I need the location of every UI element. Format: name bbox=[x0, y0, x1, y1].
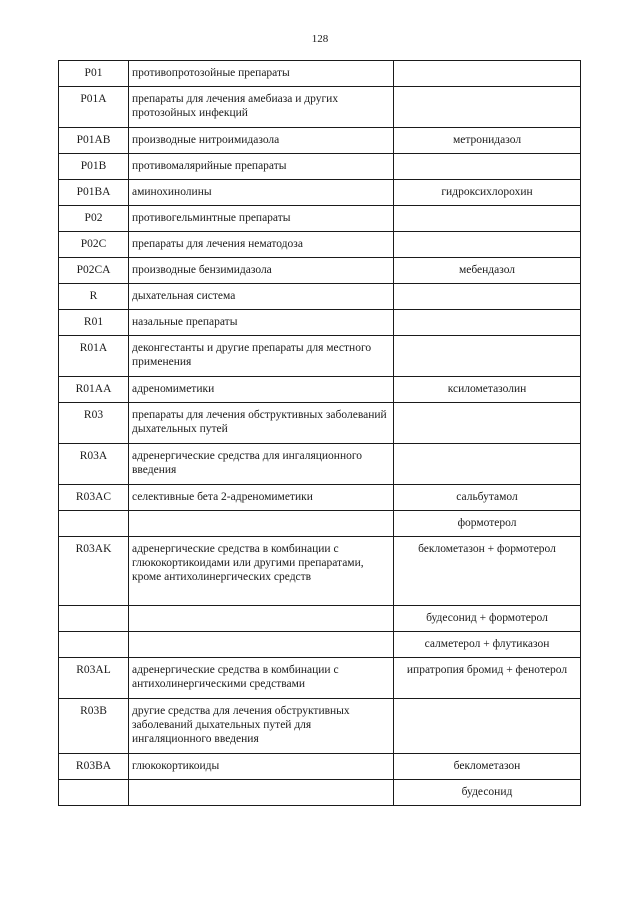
atc-code-cell bbox=[59, 606, 129, 632]
table-row bbox=[59, 232, 581, 258]
atc-code-cell: R03AL bbox=[59, 658, 129, 699]
table-row bbox=[59, 632, 581, 658]
pharmacological-group-cell: препараты для лечения амебиаза и других протозойных инфекций bbox=[129, 87, 394, 128]
pharmacological-group-cell bbox=[129, 780, 394, 806]
drug-name-cell: беклометазон bbox=[394, 754, 581, 780]
drug-name-cell bbox=[394, 61, 581, 87]
atc-code-cell: P01 bbox=[59, 61, 129, 87]
atc-code-cell: P02C bbox=[59, 232, 129, 258]
table-row bbox=[59, 180, 581, 206]
atc-code-cell bbox=[59, 511, 129, 537]
table-row bbox=[59, 310, 581, 336]
atc-code-cell bbox=[59, 632, 129, 658]
table-row bbox=[59, 128, 581, 154]
drug-name-cell: ксилометазолин bbox=[394, 377, 581, 403]
drug-name-cell: будесонид bbox=[394, 780, 581, 806]
drug-name-cell: ипратропия бромид + фенотерол bbox=[394, 658, 581, 699]
pharmacological-group-cell: противомалярийные препараты bbox=[129, 154, 394, 180]
drug-name-cell bbox=[394, 310, 581, 336]
pharmacological-group-cell: адренергические средства в комбинации с глюкокортикоидами или другими препаратами, кроме антихолинергических средств bbox=[129, 537, 394, 606]
table-row bbox=[59, 258, 581, 284]
table-row bbox=[59, 403, 581, 444]
drug-name-cell: мебендазол bbox=[394, 258, 581, 284]
drug-classification-table bbox=[58, 60, 581, 806]
table-row bbox=[59, 61, 581, 87]
atc-code-cell: R01AA bbox=[59, 377, 129, 403]
pharmacological-group-cell bbox=[129, 511, 394, 537]
pharmacological-group-cell: противопротозойные препараты bbox=[129, 61, 394, 87]
atc-code-cell: R01 bbox=[59, 310, 129, 336]
pharmacological-group-cell: адреномиметики bbox=[129, 377, 394, 403]
atc-code-cell: P02CA bbox=[59, 258, 129, 284]
atc-code-cell: P01A bbox=[59, 87, 129, 128]
pharmacological-group-cell bbox=[129, 632, 394, 658]
drug-name-cell: формотерол bbox=[394, 511, 581, 537]
table-row bbox=[59, 780, 581, 806]
table-row bbox=[59, 606, 581, 632]
table-row bbox=[59, 87, 581, 128]
table-row bbox=[59, 444, 581, 485]
pharmacological-group-cell: препараты для лечения нематодоза bbox=[129, 232, 394, 258]
drug-name-cell: будесонид + формотерол bbox=[394, 606, 581, 632]
table-row bbox=[59, 658, 581, 699]
atc-code-cell: R03BA bbox=[59, 754, 129, 780]
table-row bbox=[59, 511, 581, 537]
table-row bbox=[59, 377, 581, 403]
pharmacological-group-cell: деконгестанты и другие препараты для местного применения bbox=[129, 336, 394, 377]
atc-code-cell: R03AC bbox=[59, 485, 129, 511]
table-row bbox=[59, 485, 581, 511]
drug-name-cell bbox=[394, 699, 581, 754]
table-row bbox=[59, 754, 581, 780]
atc-code-cell: P01BA bbox=[59, 180, 129, 206]
atc-code-cell: P02 bbox=[59, 206, 129, 232]
drug-name-cell bbox=[394, 154, 581, 180]
pharmacological-group-cell: аминохинолины bbox=[129, 180, 394, 206]
atc-code-cell: R03 bbox=[59, 403, 129, 444]
pharmacological-group-cell: другие средства для лечения обструктивных заболеваний дыхательных путей для ингаляционного введения bbox=[129, 699, 394, 754]
drug-name-cell: гидроксихлорохин bbox=[394, 180, 581, 206]
pharmacological-group-cell: дыхательная система bbox=[129, 284, 394, 310]
drug-name-cell bbox=[394, 232, 581, 258]
drug-name-cell bbox=[394, 444, 581, 485]
drug-name-cell: беклометазон + формотерол bbox=[394, 537, 581, 606]
table-row bbox=[59, 284, 581, 310]
drug-name-cell: метронидазол bbox=[394, 128, 581, 154]
table-body bbox=[59, 61, 581, 806]
atc-code-cell: R03A bbox=[59, 444, 129, 485]
atc-code-cell: R01A bbox=[59, 336, 129, 377]
atc-code-cell: P01B bbox=[59, 154, 129, 180]
pharmacological-group-cell: адренергические средства для ингаляционного введения bbox=[129, 444, 394, 485]
atc-code-cell bbox=[59, 780, 129, 806]
table-row bbox=[59, 336, 581, 377]
atc-code-cell: R03AK bbox=[59, 537, 129, 606]
page-number: 128 bbox=[311, 33, 329, 45]
pharmacological-group-cell: производные нитроимидазола bbox=[129, 128, 394, 154]
drug-name-cell: салметерол + флутиказон bbox=[394, 632, 581, 658]
pharmacological-group-cell: препараты для лечения обструктивных заболеваний дыхательных путей bbox=[129, 403, 394, 444]
table-row bbox=[59, 537, 581, 606]
pharmacological-group-cell: производные бензимидазола bbox=[129, 258, 394, 284]
pharmacological-group-cell: селективные бета 2-адреномиметики bbox=[129, 485, 394, 511]
drug-name-cell bbox=[394, 403, 581, 444]
atc-code-cell: P01AB bbox=[59, 128, 129, 154]
drug-name-cell bbox=[394, 336, 581, 377]
drug-name-cell bbox=[394, 206, 581, 232]
pharmacological-group-cell: назальные препараты bbox=[129, 310, 394, 336]
pharmacological-group-cell: адренергические средства в комбинации с антихолинергическими средствами bbox=[129, 658, 394, 699]
atc-code-cell: R bbox=[59, 284, 129, 310]
table-row bbox=[59, 699, 581, 754]
table-row bbox=[59, 154, 581, 180]
pharmacological-group-cell bbox=[129, 606, 394, 632]
pharmacological-group-cell: противогельминтные препараты bbox=[129, 206, 394, 232]
drug-name-cell: сальбутамол bbox=[394, 485, 581, 511]
pharmacological-group-cell: глюкокортикоиды bbox=[129, 754, 394, 780]
table-row bbox=[59, 206, 581, 232]
drug-name-cell bbox=[394, 87, 581, 128]
drug-name-cell bbox=[394, 284, 581, 310]
atc-code-cell: R03B bbox=[59, 699, 129, 754]
